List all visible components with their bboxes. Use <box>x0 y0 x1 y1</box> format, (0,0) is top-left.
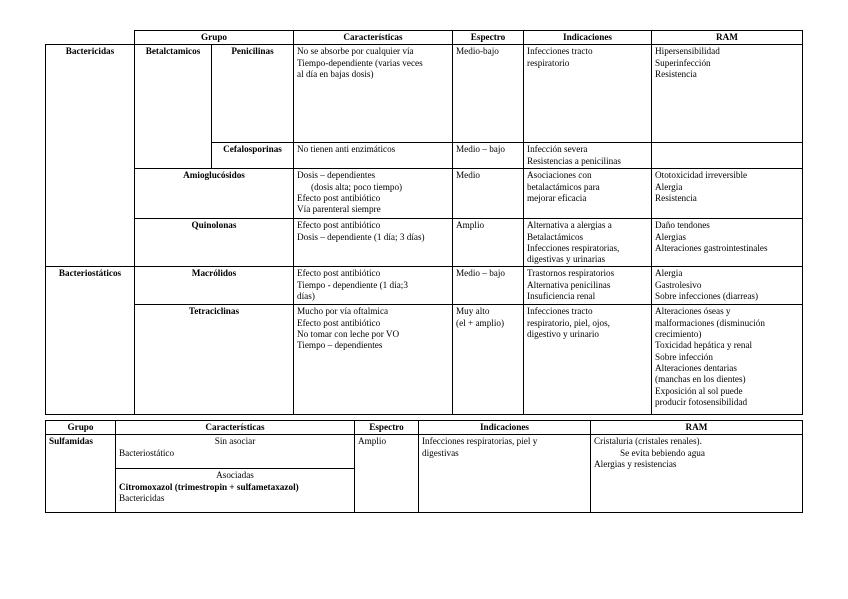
header-grupo-2: Grupo <box>46 421 116 435</box>
row-sulfamidas-sin-asociar <box>46 435 803 469</box>
label-bacteriostaticos: Bacteriostáticos <box>46 267 135 415</box>
sulfamidas-indicaciones: Infecciones respiratorias, piel y digestivas <box>419 435 591 513</box>
label-cefalosporinas: Cefalosporinas <box>212 143 294 169</box>
sulfamidas-ram: Cristaluria (cristales renales). Se evita bebiendo agua Alergias y resistencias <box>591 435 803 513</box>
header-espectro: Espectro <box>453 31 524 45</box>
label-macrolidos: Macrólidos <box>135 267 294 305</box>
penicilinas-espectro: Medio-bajo <box>453 45 524 143</box>
cefalosporinas-ram <box>652 143 803 169</box>
header-espectro-2: Espectro <box>355 421 419 435</box>
row-macrolidos <box>46 267 803 305</box>
quinolonas-indicaciones: Alternativa a alergias a Betalactámicos Infecciones respiratorias, digestivas y urinarias <box>524 219 652 267</box>
header-indicaciones: Indicaciones <box>524 31 652 45</box>
label-bactericidas: Bactericidas <box>46 45 135 267</box>
quinolonas-ram: Daño tendones Alergias Alteraciones gastrointestinales <box>652 219 803 267</box>
tetraciclinas-caracteristicas: Mucho por vía oftalmica Efecto post antibiótico No tomar con leche por VO Tiempo – dependientes <box>294 305 453 415</box>
amioglucosidos-indicaciones: Asociaciones con betalactámicos para mejorar eficacia <box>524 169 652 219</box>
quinolonas-caracteristicas: Efecto post antibiótico Dosis – dependiente (1 día; 3 días) <box>294 219 453 267</box>
header-ram: RAM <box>652 31 803 45</box>
label-tetraciclinas: Tetraciclinas <box>135 305 294 415</box>
row-tetraciclinas <box>46 305 803 415</box>
label-betalactamicos: Betalctamicos <box>135 45 212 169</box>
label-sulfamidas: Sulfamidas <box>46 435 116 513</box>
sulfamidas-sin-asociar: Sin asociar Bacteriostático <box>116 435 355 469</box>
header-caracteristicas-2: Características <box>116 421 355 435</box>
cefalosporinas-espectro: Medio – bajo <box>453 143 524 169</box>
label-quinolonas: Quinolonas <box>135 219 294 267</box>
row-quinolonas <box>46 219 803 267</box>
tetraciclinas-indicaciones: Infecciones tracto respiratorio, piel, ojos, digestivo y urinario <box>524 305 652 415</box>
sulfamidas-table <box>45 420 803 513</box>
label-amioglucosidos: Amioglucósidos <box>135 169 294 219</box>
antibiotics-table <box>45 30 803 415</box>
empty-corner <box>46 31 135 45</box>
header-caracteristicas: Características <box>294 31 453 45</box>
header-indicaciones-2: Indicaciones <box>419 421 591 435</box>
macrolidos-indicaciones: Trastornos respiratorios Alternativa penicilinas Insuficiencia renal <box>524 267 652 305</box>
penicilinas-caracteristicas: No se absorbe por cualquier vía Tiempo-dependiente (varias veces al día en bajas dosis) <box>294 45 453 143</box>
header-row <box>46 31 803 45</box>
sulfamidas-asociadas: Asociadas Citromoxazol (trimestropin + sulfametaxazol) Bactericidas <box>116 469 355 513</box>
row-amioglucosidos <box>46 169 803 219</box>
penicilinas-ram: Hipersensibilidad Superinfección Resistencia <box>652 45 803 143</box>
cefalosporinas-caracteristicas: No tienen anti enzimáticos <box>294 143 453 169</box>
label-penicilinas: Penicilinas <box>212 45 294 143</box>
row-penicilinas <box>46 45 803 143</box>
amioglucosidos-caracteristicas: Dosis – dependientes (dosis alta; poco tiempo) Efecto post antibiótico Vía parenteral siempre <box>294 169 453 219</box>
tetraciclinas-ram: Alteraciones óseas y malformaciones (disminución crecimiento) Toxicidad hepática y renal Sobre infección Alteraciones dentarias (manchas en los dientes) Exposición al sol puede producir fotosensibilidad <box>652 305 803 415</box>
penicilinas-indicaciones: Infecciones tracto respiratorio <box>524 45 652 143</box>
macrolidos-espectro: Medio – bajo <box>453 267 524 305</box>
macrolidos-caracteristicas: Efecto post antibiótico Tiempo - dependiente (1 día;3 días) <box>294 267 453 305</box>
sulfamidas-espectro: Amplio <box>355 435 419 513</box>
amioglucosidos-espectro: Medio <box>453 169 524 219</box>
sulfamidas-header-row <box>46 421 803 435</box>
header-ram-2: RAM <box>591 421 803 435</box>
amioglucosidos-ram: Ototoxicidad irreversible Alergia Resistencia <box>652 169 803 219</box>
cefalosporinas-indicaciones: Infección severa Resistencias a penicilinas <box>524 143 652 169</box>
header-grupo: Grupo <box>135 31 294 45</box>
quinolonas-espectro: Amplio <box>453 219 524 267</box>
macrolidos-ram: Alergia Gastrolesivo Sobre infecciones (diarreas) <box>652 267 803 305</box>
tetraciclinas-espectro: Muy alto (el + amplio) <box>453 305 524 415</box>
